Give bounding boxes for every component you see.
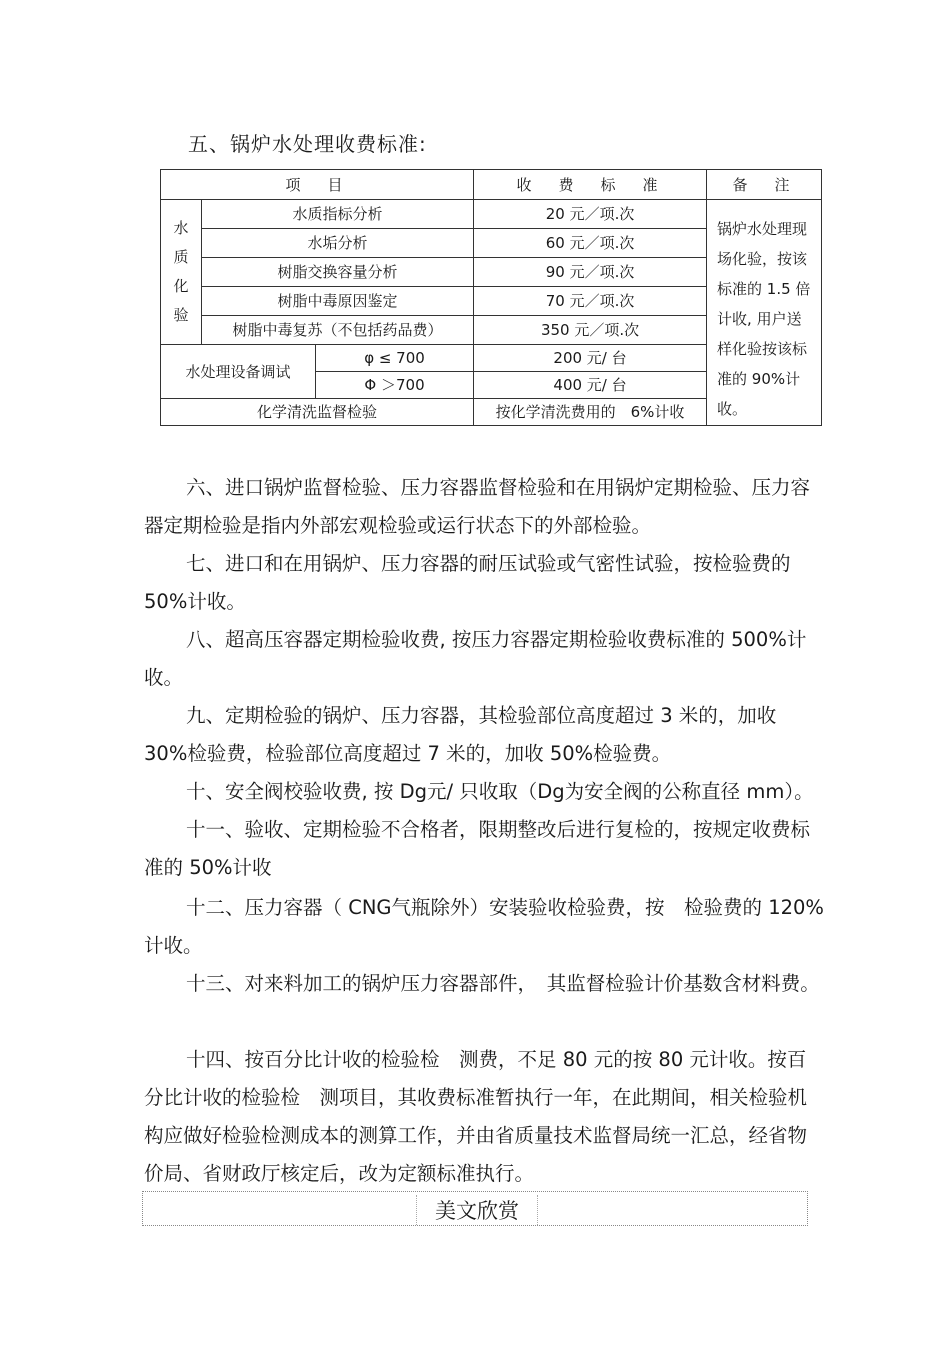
row-fee: 90 元／项.次 [474,258,707,287]
paragraph-10: 十、安全阀校验收费, 按 Dg元/ 只收取（Dg为安全阀的公称直径 mm）。 [186,780,814,803]
row-fee: 200 元/ 台 [474,345,707,372]
table-row [161,200,822,229]
note-cell: 锅炉水处理现场化验，按该标准的 1.5 倍计收, 用户送样化验按该标准的 90%计收。 [707,200,822,426]
row-fee: 350 元／项.次 [474,316,707,345]
row-item: 树脂交换容量分析 [202,258,474,287]
row-condition: Φ ＞700 [316,372,474,399]
row-item: 水垢分析 [202,229,474,258]
row-item: 树脂中毒原因鉴定 [202,287,474,316]
paragraph-9: 九、定期检验的锅炉、压力容器，其检验部位高度超过 3 米的，加收 30%检验费，检验部位高度超过 7 米的，加收 50%检验费。 [144,704,777,765]
paragraph-14: 十四、按百分比计收的检验检 测费，不足 80 元的按 80 元计收。按百分比计收的检验检 测项目，其收费标准暂执行一年，在此期间，相关检验机构应做好检验检测成本的测算工作，并由省质量技术监督局统一汇总，经省物价局、省财政厅核定后，改为定额标准执行。 [144,1048,808,1185]
row-condition: φ ≤ 700 [316,345,474,372]
header-item: 项 目 [161,170,474,200]
table-header-row [161,170,822,200]
row-item: 树脂中毒复苏（不包括药品费） [202,316,474,345]
paragraph-12: 十二、压力容器（ CNG气瓶除外）安装验收检验费，按 检验费的 120%计收。 [144,896,824,957]
paragraph-8: 八、超高压容器定期检验收费, 按压力容器定期检验收费标准的 500%计收。 [144,628,807,689]
paragraph-11: 十一、验收、定期检验不合格者，限期整改后进行复检的，按规定收费标准的 50%计收 [144,818,811,879]
header-note: 备 注 [707,170,822,200]
section-title: 五、锅炉水处理收费标准: [188,132,427,156]
row-fee: 60 元／项.次 [474,229,707,258]
row-fee: 400 元/ 台 [474,372,707,399]
row-fee: 70 元／项.次 [474,287,707,316]
paragraph-6: 六、进口锅炉监督检验、压力容器监督检验和在用锅炉定期检验、压力容器定期检验是指内外部宏观检验或运行状态下的外部检验。 [144,476,811,537]
paragraph-13: 十三、对来料加工的锅炉压力容器部件， 其监督检验计价基数含材料费。 [186,972,820,995]
paragraph-7: 七、进口和在用锅炉、压力容器的耐压试验或气密性试验，按检验费的 50%计收。 [144,552,791,613]
row-item: 化学清洗监督检验 [161,399,474,426]
footer-text: 美文欣赏 [416,1195,538,1225]
header-fee: 收 费 标 准 [474,170,707,200]
fee-table [160,169,822,426]
equipment-category: 水处理设备调试 [161,345,316,399]
row-fee: 按化学清洗费用的 6%计收 [474,399,707,426]
row-item: 水质指标分析 [202,200,474,229]
water-quality-category: 水 质 化 验 [161,200,202,345]
row-fee: 20 元／项.次 [474,200,707,229]
